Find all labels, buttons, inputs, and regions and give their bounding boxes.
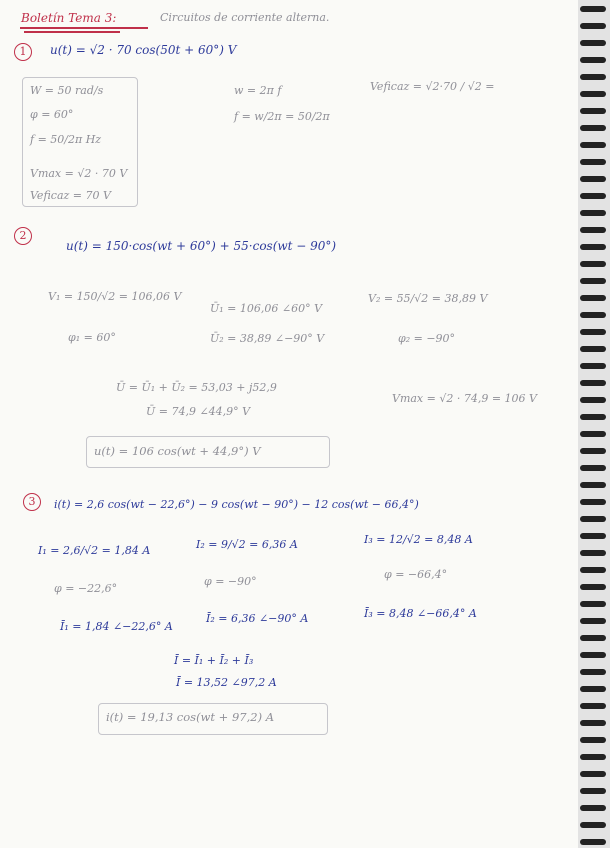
- phi1: φ₁ = 60°: [68, 331, 116, 344]
- spiral-coil: [580, 431, 606, 437]
- omega-relation: w = 2π f: [234, 84, 282, 97]
- spiral-coil: [580, 261, 606, 267]
- spiral-coil: [580, 703, 606, 709]
- spiral-coil: [580, 652, 606, 658]
- spiral-coil: [580, 550, 606, 556]
- given-phase: φ = 60°: [30, 108, 74, 121]
- spiral-coil: [580, 669, 606, 675]
- spiral-coil: [580, 822, 606, 828]
- spiral-coil: [580, 108, 606, 114]
- problem-3-equation: i(t) = 2,6 cos(wt − 22,6°) − 9 cos(wt − 90°) − 12 cos(wt − 66,4°): [54, 498, 419, 511]
- spiral-coil: [580, 210, 606, 216]
- spiral-coil: [580, 295, 606, 301]
- phi2: φ₂ = −90°: [398, 332, 456, 345]
- spiral-coil: [580, 601, 606, 607]
- v1-calc: V₁ = 150/√2 = 106,06 V: [48, 290, 182, 303]
- phi-i1: φ = −22,6°: [54, 582, 118, 595]
- i3-phasor: Ī₃ = 8,48 ∠−66,4° A: [364, 607, 477, 620]
- spiral-coil: [580, 584, 606, 590]
- veff-calc: Veficaz = √2·70 / √2 =: [370, 80, 495, 93]
- worksheet-title: Boletín Tema 3:: [21, 11, 117, 25]
- i2-phasor: Ī₂ = 6,36 ∠−90° A: [206, 612, 309, 625]
- problem-3-number: 3: [23, 493, 41, 511]
- u2-phasor: Ū₂ = 38,89 ∠−90° V: [210, 332, 325, 345]
- problem-1-equation: u(t) = √2 · 70 cos(50t + 60°) V: [50, 43, 237, 57]
- spiral-coil: [580, 380, 606, 386]
- spiral-coil: [580, 839, 606, 845]
- phasor-polar: Ū = 74,9 ∠44,9° V: [146, 405, 251, 418]
- spiral-coil: [580, 737, 606, 743]
- title-underline: [20, 27, 148, 29]
- i1-phasor: Ī₁ = 1,84 ∠−22,6° A: [60, 620, 173, 633]
- spiral-coil: [580, 788, 606, 794]
- spiral-coil: [580, 278, 606, 284]
- worksheet-subtitle: Circuitos de corriente alterna.: [160, 11, 330, 24]
- problem-1-number: 1: [14, 43, 32, 61]
- spiral-coil: [580, 346, 606, 352]
- spiral-coil: [580, 227, 606, 233]
- given-veff: Veficaz = 70 V: [30, 189, 111, 202]
- v2-calc: V₂ = 55/√2 = 38,89 V: [368, 292, 488, 305]
- problem-2-equation: u(t) = 150·cos(wt + 60°) + 55·cos(wt − 90°): [66, 239, 337, 253]
- spiral-coil: [580, 482, 606, 488]
- spiral-coil: [580, 40, 606, 46]
- spiral-coil: [580, 142, 606, 148]
- problem-2-result: u(t) = 106 cos(wt + 44,9°) V: [94, 444, 261, 458]
- spiral-coil: [580, 720, 606, 726]
- spiral-coil: [580, 193, 606, 199]
- spiral-coil: [580, 771, 606, 777]
- phasor-sum: Ū = Ū₁ + Ū₂ = 53,03 + j52,9: [116, 381, 277, 394]
- spiral-coil: [580, 176, 606, 182]
- frequency-calc: f = w/2π = 50/2π: [234, 110, 330, 123]
- spiral-coil: [580, 329, 606, 335]
- given-omega: W = 50 rad/s: [30, 84, 104, 97]
- spiral-coil: [580, 516, 606, 522]
- spiral-coil: [580, 805, 606, 811]
- spiral-coil: [580, 499, 606, 505]
- i2-calc: I₂ = 9/√2 = 6,36 A: [196, 538, 298, 551]
- title-underline-2: [24, 31, 120, 33]
- spiral-coil: [580, 74, 606, 80]
- spiral-coil: [580, 635, 606, 641]
- spiral-coil: [580, 159, 606, 165]
- spiral-coil: [580, 618, 606, 624]
- spiral-coil: [580, 244, 606, 250]
- given-frequency: f = 50/2π Hz: [30, 133, 102, 146]
- spiral-coil: [580, 686, 606, 692]
- current-polar: Ī = 13,52 ∠97,2 A: [176, 676, 277, 689]
- spiral-coil: [580, 567, 606, 573]
- spiral-coil: [580, 23, 606, 29]
- given-vmax: Vmax = √2 · 70 V: [30, 167, 128, 180]
- spiral-coil: [580, 397, 606, 403]
- spiral-coil: [580, 125, 606, 131]
- problem-2-number: 2: [14, 227, 32, 245]
- spiral-coil: [580, 414, 606, 420]
- current-sum: Ī = Ī₁ + Ī₂ + Ī₃: [174, 654, 254, 667]
- phi-i3: φ = −66,4°: [384, 568, 448, 581]
- vmax-calc: Vmax = √2 · 74,9 = 106 V: [392, 392, 537, 405]
- spiral-coil: [580, 465, 606, 471]
- spiral-coil: [580, 91, 606, 97]
- spiral-coil: [580, 6, 606, 12]
- spiral-coil: [580, 533, 606, 539]
- spiral-coil: [580, 363, 606, 369]
- spiral-coil: [580, 312, 606, 318]
- spiral-coil: [580, 57, 606, 63]
- u1-phasor: Ū₁ = 106,06 ∠60° V: [210, 302, 323, 315]
- phi-i2: φ = −90°: [204, 575, 257, 588]
- problem-3-result: i(t) = 19,13 cos(wt + 97,2) A: [106, 710, 275, 724]
- spiral-coil: [580, 754, 606, 760]
- spiral-coil: [580, 448, 606, 454]
- spiral-binding: [578, 0, 610, 848]
- i1-calc: I₁ = 2,6/√2 = 1,84 A: [38, 544, 151, 557]
- i3-calc: I₃ = 12/√2 = 8,48 A: [364, 533, 473, 546]
